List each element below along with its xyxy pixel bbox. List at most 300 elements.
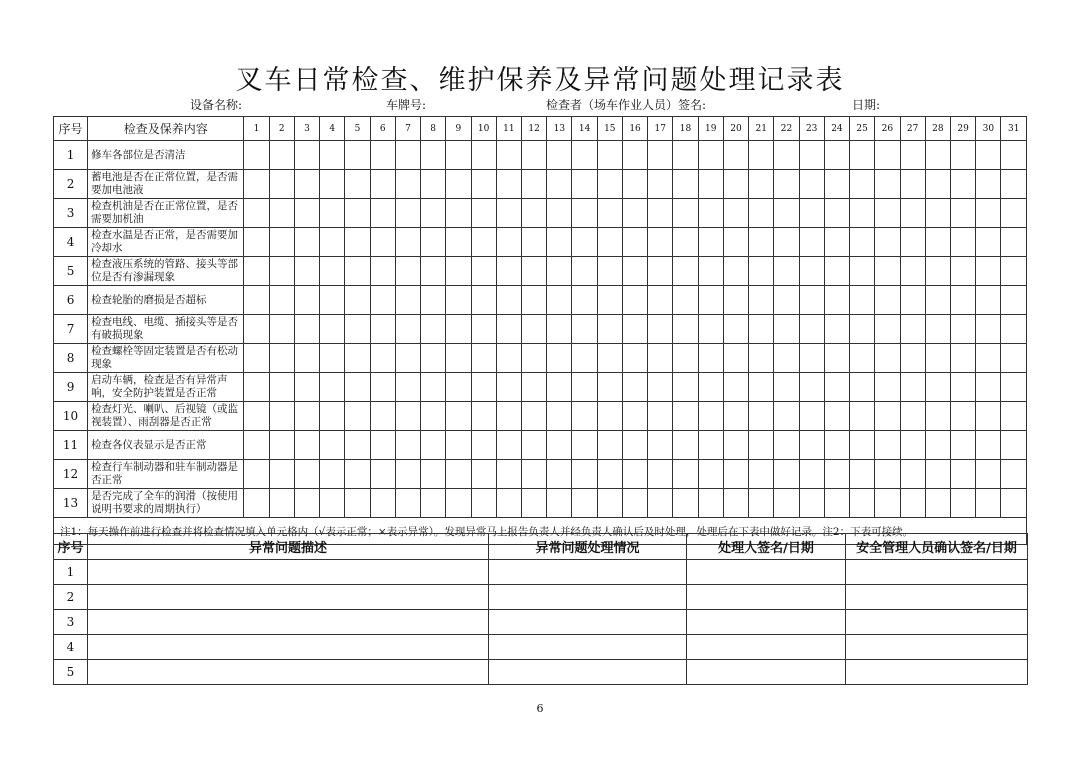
check-cell[interactable] [673, 228, 698, 257]
check-cell[interactable] [648, 141, 673, 170]
check-cell[interactable] [950, 199, 975, 228]
check-cell[interactable] [597, 141, 622, 170]
check-cell[interactable] [521, 228, 546, 257]
check-cell[interactable] [976, 460, 1001, 489]
check-cell[interactable] [471, 228, 496, 257]
check-cell[interactable] [320, 141, 345, 170]
check-cell[interactable] [875, 489, 900, 518]
check-cell[interactable] [471, 460, 496, 489]
check-cell[interactable] [320, 460, 345, 489]
check-cell[interactable] [698, 344, 723, 373]
check-cell[interactable] [698, 199, 723, 228]
check-cell[interactable] [1001, 460, 1027, 489]
check-cell[interactable] [976, 170, 1001, 199]
check-cell[interactable] [622, 199, 647, 228]
check-cell[interactable] [572, 199, 597, 228]
check-cell[interactable] [850, 228, 875, 257]
check-cell[interactable] [673, 170, 698, 199]
check-cell[interactable] [521, 344, 546, 373]
check-cell[interactable] [824, 315, 849, 344]
check-cell[interactable] [496, 431, 521, 460]
check-cell[interactable] [446, 141, 471, 170]
check-cell[interactable] [698, 257, 723, 286]
check-cell[interactable] [395, 141, 420, 170]
check-cell[interactable] [875, 170, 900, 199]
check-cell[interactable] [824, 373, 849, 402]
check-cell[interactable] [723, 228, 748, 257]
check-cell[interactable] [698, 402, 723, 431]
check-cell[interactable] [622, 489, 647, 518]
check-cell[interactable] [269, 344, 294, 373]
check-cell[interactable] [673, 373, 698, 402]
check-cell[interactable] [925, 460, 950, 489]
check-cell[interactable] [774, 344, 799, 373]
check-cell[interactable] [547, 315, 572, 344]
check-cell[interactable] [774, 141, 799, 170]
check-cell[interactable] [976, 431, 1001, 460]
check-cell[interactable] [294, 228, 319, 257]
check-cell[interactable] [395, 286, 420, 315]
check-cell[interactable] [572, 228, 597, 257]
check-cell[interactable] [370, 431, 395, 460]
check-cell[interactable] [900, 315, 925, 344]
check-cell[interactable] [597, 402, 622, 431]
check-cell[interactable] [900, 170, 925, 199]
check-cell[interactable] [244, 315, 269, 344]
check-cell[interactable] [547, 286, 572, 315]
check-cell[interactable] [799, 228, 824, 257]
check-cell[interactable] [345, 402, 370, 431]
check-cell[interactable] [824, 141, 849, 170]
check-cell[interactable] [244, 199, 269, 228]
check-cell[interactable] [395, 315, 420, 344]
check-cell[interactable] [572, 460, 597, 489]
check-cell[interactable] [875, 315, 900, 344]
check-cell[interactable] [421, 489, 446, 518]
check-cell[interactable] [244, 141, 269, 170]
check-cell[interactable] [471, 489, 496, 518]
check-cell[interactable] [648, 373, 673, 402]
check-cell[interactable] [294, 141, 319, 170]
check-cell[interactable] [572, 257, 597, 286]
check-cell[interactable] [446, 199, 471, 228]
check-cell[interactable] [925, 286, 950, 315]
check-cell[interactable] [698, 460, 723, 489]
check-cell[interactable] [370, 489, 395, 518]
check-cell[interactable] [421, 373, 446, 402]
check-cell[interactable] [446, 315, 471, 344]
check-cell[interactable] [345, 228, 370, 257]
check-cell[interactable] [320, 344, 345, 373]
check-cell[interactable] [345, 489, 370, 518]
check-cell[interactable] [976, 344, 1001, 373]
check-cell[interactable] [597, 460, 622, 489]
check-cell[interactable] [850, 431, 875, 460]
check-cell[interactable] [547, 489, 572, 518]
check-cell[interactable] [673, 257, 698, 286]
check-cell[interactable] [875, 402, 900, 431]
check-cell[interactable] [572, 315, 597, 344]
check-cell[interactable] [774, 286, 799, 315]
check-cell[interactable] [1001, 402, 1027, 431]
check-cell[interactable] [850, 373, 875, 402]
check-cell[interactable] [395, 257, 420, 286]
check-cell[interactable] [370, 373, 395, 402]
check-cell[interactable] [799, 402, 824, 431]
check-cell[interactable] [925, 315, 950, 344]
check-cell[interactable] [673, 460, 698, 489]
check-cell[interactable] [269, 460, 294, 489]
check-cell[interactable] [900, 460, 925, 489]
check-cell[interactable] [244, 344, 269, 373]
check-cell[interactable] [269, 141, 294, 170]
check-cell[interactable] [471, 315, 496, 344]
check-cell[interactable] [950, 170, 975, 199]
check-cell[interactable] [925, 228, 950, 257]
safety-confirmation-cell[interactable] [846, 560, 1028, 585]
check-cell[interactable] [824, 489, 849, 518]
check-cell[interactable] [774, 489, 799, 518]
check-cell[interactable] [749, 141, 774, 170]
check-cell[interactable] [850, 315, 875, 344]
check-cell[interactable] [471, 373, 496, 402]
check-cell[interactable] [875, 228, 900, 257]
check-cell[interactable] [976, 373, 1001, 402]
check-cell[interactable] [471, 199, 496, 228]
check-cell[interactable] [698, 228, 723, 257]
check-cell[interactable] [850, 489, 875, 518]
check-cell[interactable] [421, 170, 446, 199]
check-cell[interactable] [446, 170, 471, 199]
check-cell[interactable] [421, 286, 446, 315]
check-cell[interactable] [850, 257, 875, 286]
check-cell[interactable] [395, 402, 420, 431]
check-cell[interactable] [824, 402, 849, 431]
check-cell[interactable] [446, 460, 471, 489]
check-cell[interactable] [622, 257, 647, 286]
check-cell[interactable] [900, 199, 925, 228]
handler-signature-cell[interactable] [687, 585, 846, 610]
check-cell[interactable] [799, 489, 824, 518]
check-cell[interactable] [244, 228, 269, 257]
check-cell[interactable] [749, 344, 774, 373]
issue-handling-cell[interactable] [489, 610, 687, 635]
check-cell[interactable] [723, 431, 748, 460]
check-cell[interactable] [370, 402, 395, 431]
check-cell[interactable] [925, 199, 950, 228]
check-cell[interactable] [294, 257, 319, 286]
check-cell[interactable] [597, 170, 622, 199]
check-cell[interactable] [446, 402, 471, 431]
issue-description-cell[interactable] [88, 585, 489, 610]
check-cell[interactable] [345, 315, 370, 344]
check-cell[interactable] [320, 228, 345, 257]
check-cell[interactable] [749, 286, 774, 315]
check-cell[interactable] [622, 170, 647, 199]
check-cell[interactable] [875, 344, 900, 373]
check-cell[interactable] [244, 373, 269, 402]
check-cell[interactable] [850, 141, 875, 170]
check-cell[interactable] [471, 402, 496, 431]
check-cell[interactable] [824, 431, 849, 460]
check-cell[interactable] [622, 402, 647, 431]
check-cell[interactable] [269, 315, 294, 344]
check-cell[interactable] [294, 199, 319, 228]
check-cell[interactable] [1001, 228, 1027, 257]
check-cell[interactable] [446, 344, 471, 373]
check-cell[interactable] [723, 460, 748, 489]
check-cell[interactable] [370, 257, 395, 286]
check-cell[interactable] [774, 460, 799, 489]
check-cell[interactable] [925, 344, 950, 373]
check-cell[interactable] [395, 228, 420, 257]
check-cell[interactable] [597, 315, 622, 344]
check-cell[interactable] [320, 373, 345, 402]
check-cell[interactable] [799, 257, 824, 286]
check-cell[interactable] [648, 315, 673, 344]
check-cell[interactable] [269, 373, 294, 402]
check-cell[interactable] [1001, 170, 1027, 199]
check-cell[interactable] [648, 199, 673, 228]
check-cell[interactable] [370, 141, 395, 170]
check-cell[interactable] [294, 460, 319, 489]
check-cell[interactable] [496, 228, 521, 257]
check-cell[interactable] [269, 286, 294, 315]
check-cell[interactable] [799, 199, 824, 228]
check-cell[interactable] [345, 141, 370, 170]
check-cell[interactable] [799, 141, 824, 170]
check-cell[interactable] [774, 257, 799, 286]
check-cell[interactable] [723, 315, 748, 344]
check-cell[interactable] [395, 431, 420, 460]
check-cell[interactable] [294, 170, 319, 199]
check-cell[interactable] [950, 489, 975, 518]
check-cell[interactable] [294, 489, 319, 518]
check-cell[interactable] [421, 257, 446, 286]
check-cell[interactable] [976, 402, 1001, 431]
check-cell[interactable] [799, 170, 824, 199]
check-cell[interactable] [673, 199, 698, 228]
check-cell[interactable] [320, 402, 345, 431]
check-cell[interactable] [421, 199, 446, 228]
check-cell[interactable] [976, 315, 1001, 344]
check-cell[interactable] [370, 344, 395, 373]
check-cell[interactable] [446, 286, 471, 315]
check-cell[interactable] [976, 141, 1001, 170]
check-cell[interactable] [395, 170, 420, 199]
check-cell[interactable] [471, 257, 496, 286]
check-cell[interactable] [723, 402, 748, 431]
check-cell[interactable] [774, 228, 799, 257]
check-cell[interactable] [976, 257, 1001, 286]
check-cell[interactable] [723, 286, 748, 315]
check-cell[interactable] [521, 489, 546, 518]
check-cell[interactable] [421, 460, 446, 489]
check-cell[interactable] [950, 286, 975, 315]
check-cell[interactable] [622, 344, 647, 373]
check-cell[interactable] [648, 344, 673, 373]
check-cell[interactable] [774, 373, 799, 402]
check-cell[interactable] [446, 373, 471, 402]
check-cell[interactable] [370, 199, 395, 228]
check-cell[interactable] [723, 344, 748, 373]
check-cell[interactable] [370, 228, 395, 257]
check-cell[interactable] [723, 141, 748, 170]
check-cell[interactable] [345, 286, 370, 315]
check-cell[interactable] [597, 373, 622, 402]
check-cell[interactable] [521, 460, 546, 489]
check-cell[interactable] [320, 489, 345, 518]
check-cell[interactable] [698, 170, 723, 199]
check-cell[interactable] [698, 489, 723, 518]
check-cell[interactable] [547, 460, 572, 489]
check-cell[interactable] [294, 344, 319, 373]
check-cell[interactable] [496, 402, 521, 431]
check-cell[interactable] [446, 431, 471, 460]
check-cell[interactable] [950, 460, 975, 489]
check-cell[interactable] [244, 489, 269, 518]
check-cell[interactable] [572, 373, 597, 402]
check-cell[interactable] [875, 460, 900, 489]
check-cell[interactable] [622, 373, 647, 402]
check-cell[interactable] [900, 431, 925, 460]
check-cell[interactable] [421, 141, 446, 170]
check-cell[interactable] [320, 170, 345, 199]
check-cell[interactable] [521, 141, 546, 170]
check-cell[interactable] [950, 228, 975, 257]
check-cell[interactable] [521, 199, 546, 228]
check-cell[interactable] [421, 344, 446, 373]
check-cell[interactable] [622, 141, 647, 170]
check-cell[interactable] [395, 373, 420, 402]
check-cell[interactable] [824, 460, 849, 489]
check-cell[interactable] [774, 402, 799, 431]
check-cell[interactable] [547, 431, 572, 460]
check-cell[interactable] [597, 257, 622, 286]
check-cell[interactable] [597, 199, 622, 228]
check-cell[interactable] [774, 199, 799, 228]
check-cell[interactable] [244, 286, 269, 315]
check-cell[interactable] [294, 373, 319, 402]
safety-confirmation-cell[interactable] [846, 610, 1028, 635]
check-cell[interactable] [749, 257, 774, 286]
check-cell[interactable] [572, 170, 597, 199]
check-cell[interactable] [496, 199, 521, 228]
check-cell[interactable] [1001, 199, 1027, 228]
check-cell[interactable] [850, 199, 875, 228]
check-cell[interactable] [370, 286, 395, 315]
check-cell[interactable] [370, 170, 395, 199]
check-cell[interactable] [850, 286, 875, 315]
check-cell[interactable] [320, 199, 345, 228]
check-cell[interactable] [723, 373, 748, 402]
check-cell[interactable] [572, 141, 597, 170]
check-cell[interactable] [244, 460, 269, 489]
check-cell[interactable] [521, 286, 546, 315]
check-cell[interactable] [925, 170, 950, 199]
check-cell[interactable] [345, 257, 370, 286]
check-cell[interactable] [824, 228, 849, 257]
check-cell[interactable] [1001, 315, 1027, 344]
check-cell[interactable] [496, 286, 521, 315]
check-cell[interactable] [345, 199, 370, 228]
check-cell[interactable] [269, 431, 294, 460]
check-cell[interactable] [850, 344, 875, 373]
check-cell[interactable] [244, 402, 269, 431]
check-cell[interactable] [622, 460, 647, 489]
check-cell[interactable] [976, 489, 1001, 518]
check-cell[interactable] [648, 170, 673, 199]
check-cell[interactable] [925, 402, 950, 431]
check-cell[interactable] [547, 402, 572, 431]
check-cell[interactable] [269, 489, 294, 518]
check-cell[interactable] [950, 431, 975, 460]
check-cell[interactable] [622, 228, 647, 257]
check-cell[interactable] [749, 228, 774, 257]
check-cell[interactable] [824, 257, 849, 286]
check-cell[interactable] [446, 257, 471, 286]
check-cell[interactable] [648, 257, 673, 286]
safety-confirmation-cell[interactable] [846, 635, 1028, 660]
check-cell[interactable] [471, 141, 496, 170]
check-cell[interactable] [421, 431, 446, 460]
check-cell[interactable] [597, 344, 622, 373]
check-cell[interactable] [395, 489, 420, 518]
check-cell[interactable] [648, 402, 673, 431]
check-cell[interactable] [900, 286, 925, 315]
check-cell[interactable] [572, 489, 597, 518]
check-cell[interactable] [1001, 489, 1027, 518]
issue-description-cell[interactable] [88, 660, 489, 685]
check-cell[interactable] [547, 344, 572, 373]
check-cell[interactable] [950, 402, 975, 431]
check-cell[interactable] [294, 286, 319, 315]
check-cell[interactable] [496, 489, 521, 518]
check-cell[interactable] [799, 373, 824, 402]
check-cell[interactable] [294, 402, 319, 431]
check-cell[interactable] [774, 431, 799, 460]
safety-confirmation-cell[interactable] [846, 585, 1028, 610]
issue-handling-cell[interactable] [489, 585, 687, 610]
check-cell[interactable] [1001, 431, 1027, 460]
check-cell[interactable] [749, 460, 774, 489]
issue-handling-cell[interactable] [489, 635, 687, 660]
check-cell[interactable] [1001, 344, 1027, 373]
check-cell[interactable] [824, 170, 849, 199]
check-cell[interactable] [824, 199, 849, 228]
check-cell[interactable] [723, 199, 748, 228]
check-cell[interactable] [547, 199, 572, 228]
check-cell[interactable] [597, 489, 622, 518]
check-cell[interactable] [269, 228, 294, 257]
check-cell[interactable] [950, 315, 975, 344]
check-cell[interactable] [749, 402, 774, 431]
check-cell[interactable] [547, 141, 572, 170]
check-cell[interactable] [698, 141, 723, 170]
check-cell[interactable] [900, 344, 925, 373]
check-cell[interactable] [900, 257, 925, 286]
check-cell[interactable] [976, 228, 1001, 257]
check-cell[interactable] [572, 431, 597, 460]
check-cell[interactable] [673, 489, 698, 518]
check-cell[interactable] [698, 286, 723, 315]
check-cell[interactable] [496, 315, 521, 344]
check-cell[interactable] [749, 315, 774, 344]
check-cell[interactable] [345, 170, 370, 199]
check-cell[interactable] [723, 170, 748, 199]
check-cell[interactable] [925, 257, 950, 286]
check-cell[interactable] [875, 199, 900, 228]
